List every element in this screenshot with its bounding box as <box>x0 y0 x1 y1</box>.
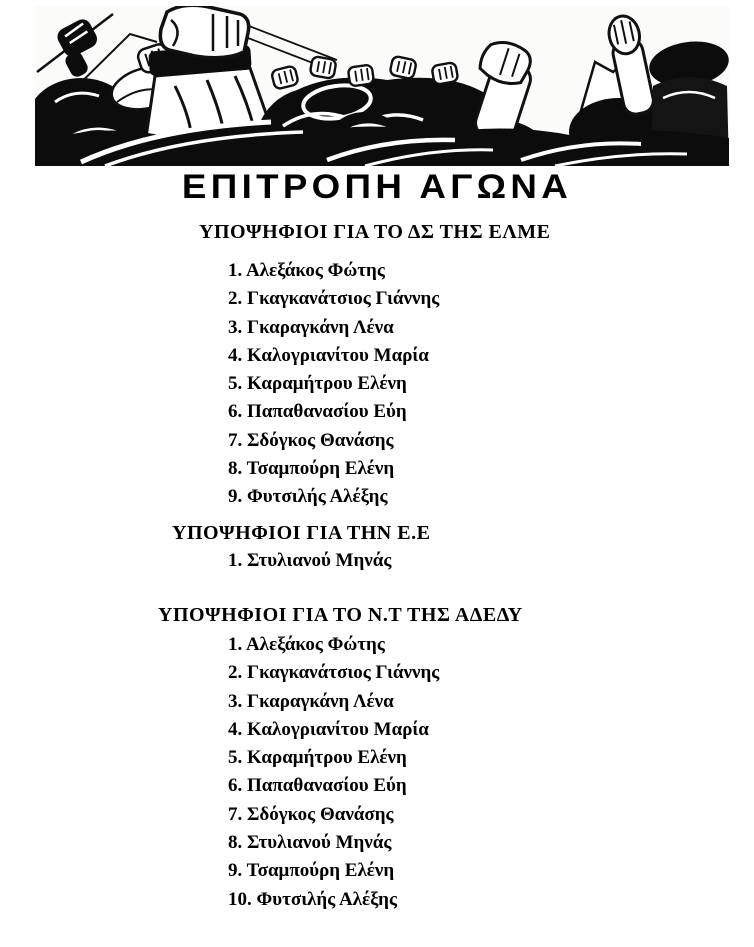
candidate-list-ee <box>228 547 391 575</box>
candidate-item: 5. Καραμήτρου Ελένη <box>228 373 407 395</box>
section-heading-elme-board: ΥΠΟΨΗΦΙΟΙ ΓΙΑ ΤΟ ΔΣ ΤΗΣ ΕΛΜΕ <box>199 221 551 243</box>
candidate-item: 3. Γκαραγκάνη Λένα <box>228 316 394 338</box>
section-heading-adedy: ΥΠΟΨΗΦΙΟΙ ΓΙΑ ΤΟ Ν.Τ ΤΗΣ ΑΔΕΔΥ <box>158 604 523 626</box>
raised-fists-artwork <box>35 6 729 166</box>
candidate-list-adedy <box>228 631 439 914</box>
candidate-list-elme-board <box>228 257 439 512</box>
section-heading-ee: ΥΠΟΨΗΦΙΟΙ ΓΙΑ ΤΗΝ Ε.Ε <box>172 522 431 544</box>
page-title: ΕΠΙΤΡΟΠΗ ΑΓΩΝΑ <box>181 168 573 206</box>
candidate-item: 10. Φυτσιλής Αλέξης <box>228 888 397 910</box>
candidate-item: 9. Τσαμπούρη Ελένη <box>228 860 395 882</box>
candidate-item: 1. Αλεξάκος Φώτης <box>228 634 385 655</box>
candidate-item: 6. Παπαθανασίου Εύη <box>228 401 407 423</box>
candidate-item: 5. Καραμήτρου Ελένη <box>228 747 407 769</box>
candidate-item: 7. Σδόγκος Θανάσης <box>228 429 394 451</box>
candidate-item: 1. Στυλιανού Μηνάς <box>228 550 392 571</box>
candidate-item: 3. Γκαραγκάνη Λένα <box>228 690 394 712</box>
candidate-item: 6. Παπαθανασίου Εύη <box>228 775 407 797</box>
candidate-item: 9. Φυτσιλής Αλέξης <box>228 486 388 508</box>
candidate-item: 8. Τσαμπούρη Ελένη <box>228 458 395 480</box>
candidate-item: 4. Καλογριανίτου Μαρία <box>228 344 429 366</box>
candidate-item: 8. Στυλιανού Μηνάς <box>228 832 392 854</box>
candidate-item: 1. Αλεξάκος Φώτης <box>228 260 385 281</box>
protest-crowd-illustration <box>35 6 729 166</box>
candidate-item: 4. Καλογριανίτου Μαρία <box>228 718 429 740</box>
candidate-item: 7. Σδόγκος Θανάσης <box>228 803 394 825</box>
candidate-item: 2. Γκαγκανάτσιος Γιάννης <box>228 288 440 310</box>
candidate-item: 2. Γκαγκανάτσιος Γιάννης <box>228 662 440 684</box>
